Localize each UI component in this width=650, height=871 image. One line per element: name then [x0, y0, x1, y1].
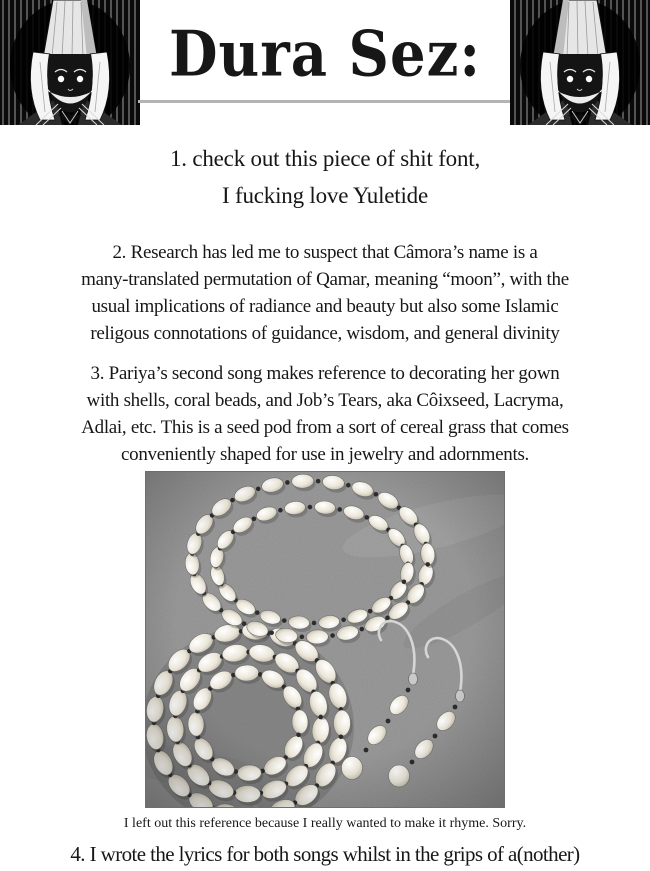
note-2	[0, 239, 650, 347]
note-2-line-4: religous connotations of guidance, wisdom, and general divinity	[90, 323, 560, 344]
note-1-line-2: I fucking love Yuletide	[222, 183, 428, 208]
title-zone	[140, 0, 510, 125]
left-portrait-image	[0, 0, 140, 125]
photo-caption: I left out this reference because I really wanted to make it rhyme. Sorry.	[123, 816, 527, 831]
note-1	[0, 140, 650, 214]
note-3	[0, 360, 650, 468]
page-header	[0, 0, 650, 125]
title-divider	[138, 100, 512, 103]
note-3-line-3: Adlai, etc. This is a seed pod from a sort of cereal grass that comes	[81, 417, 569, 438]
note-2-line-2: many-translated permutation of Qamar, meaning “moon”, with the	[81, 269, 569, 290]
beads-photo-image	[145, 471, 505, 808]
note-2-line-1: 2. Research has led me to suspect that Câmora’s name is a	[112, 242, 538, 263]
note-3-line-4: conveniently shaped for use in jewelry and adornments.	[120, 444, 529, 465]
note-1-line-1: 1. check out this piece of shit font,	[169, 146, 481, 171]
note-4-line-1: 4. I wrote the lyrics for both songs whilst in the grips of a(nother)	[70, 842, 580, 866]
right-portrait-image	[510, 0, 650, 125]
note-2-line-3: usual implications of radiance and beauty but also some Islamic	[91, 296, 559, 317]
note-3-line-2: with shells, coral beads, and Job’s Tears, aka Côixseed, Lacryma,	[86, 390, 564, 411]
note-3-line-1: 3. Pariya’s second song makes reference to decorating her gown	[90, 363, 560, 384]
note-4	[0, 839, 650, 869]
page-title: Dura Sez:	[168, 17, 482, 92]
